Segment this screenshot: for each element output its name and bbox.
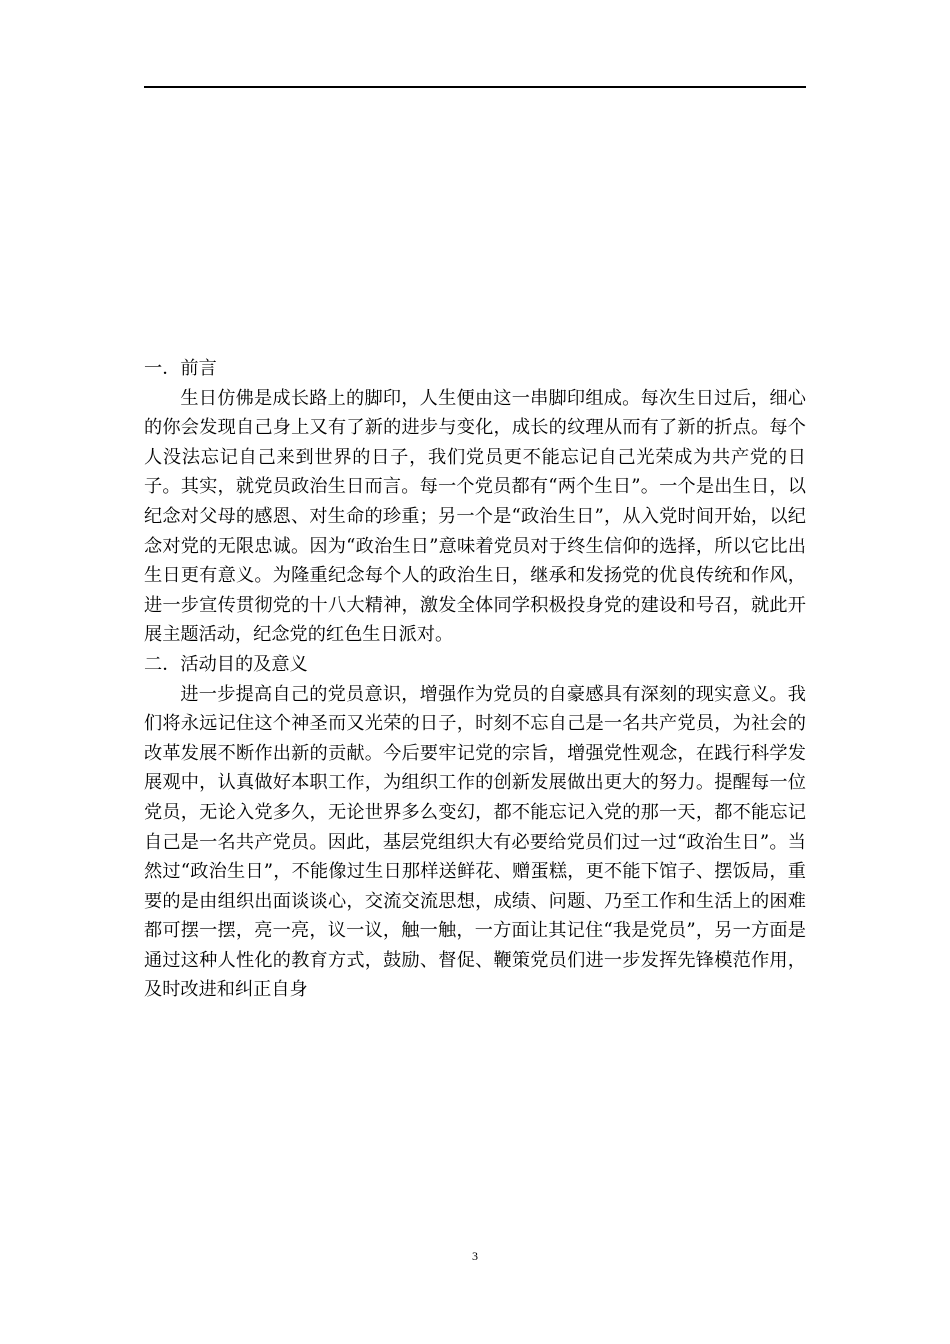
section-paragraph-purpose: 进一步提高自己的党员意识，增强作为党员的自豪感具有深刻的现实意义。我们将永远记住这个神圣而又光荣的日子，时刻不忘自己是一名共产党员，为社会的改革发展不断作出新的贡献。今后要牢记党的宗旨，增强党性观念，在践行科学发展观中，认真做好本职工作，为组织工作的创新发展做出更大的努力。提醒每一位党员，无论入党多久，无论世界多么变幻，都不能忘记入党的那一天，都不能忘记自己是一名共产党员。因此，基层党组织大有必要给党员们过一过“政治生日”。当然过“政治生日”，不能像过生日那样送鲜花、赠蛋糕，更不能下馆子、摆饭局，重要的是由组织出面谈谈心，交流交流思想，成绩、问题、乃至工作和生活上的困难都可摆一摆，亮一亮，议一议，触一触，一方面让其记住“我是党员”，另一方面是通过这种人性化的教育方式，鼓励、督促、鞭策党员们进一步发挥先锋模范作用，及时改进和纠正自身 bbox=[144, 683, 806, 1001]
section-heading-purpose: 二．活动目的及意义 bbox=[144, 653, 308, 675]
section-heading-preface: 一．前言 bbox=[144, 358, 217, 379]
section-paragraph-preface: 生日仿佛是成长路上的脚印，人生便由这一串脚印组成。每次生日过后，细心的你会发现自己身上又有了新的进步与变化，成长的纹理从而有了新的折点。每个人没法忘记自己来到世界的日子，我们党员更不能忘记自己光荣成为共产党的日子。其实，就党员政治生日而言。每一个党员都有“两个生日”。一个是出生日，以纪念对父母的感恩、对生命的珍重；另一个是“政治生日”，从入党时间开始，以纪念对党的无限忠诚。因为“政治生日”意味着党员对于终生信仰的选择，所以它比出生日更有意义。为隆重纪念每个人的政治生日，继承和发扬党的优良传统和作风，进一步宣传贯彻党的十八大精神，激发全体同学积极投身党的建设和号召，就此开展主题活动，纪念党的红色生日派对。 bbox=[144, 387, 806, 646]
header-rule bbox=[144, 86, 806, 88]
document-body bbox=[144, 354, 806, 1005]
page-number: 3 bbox=[472, 1249, 478, 1263]
